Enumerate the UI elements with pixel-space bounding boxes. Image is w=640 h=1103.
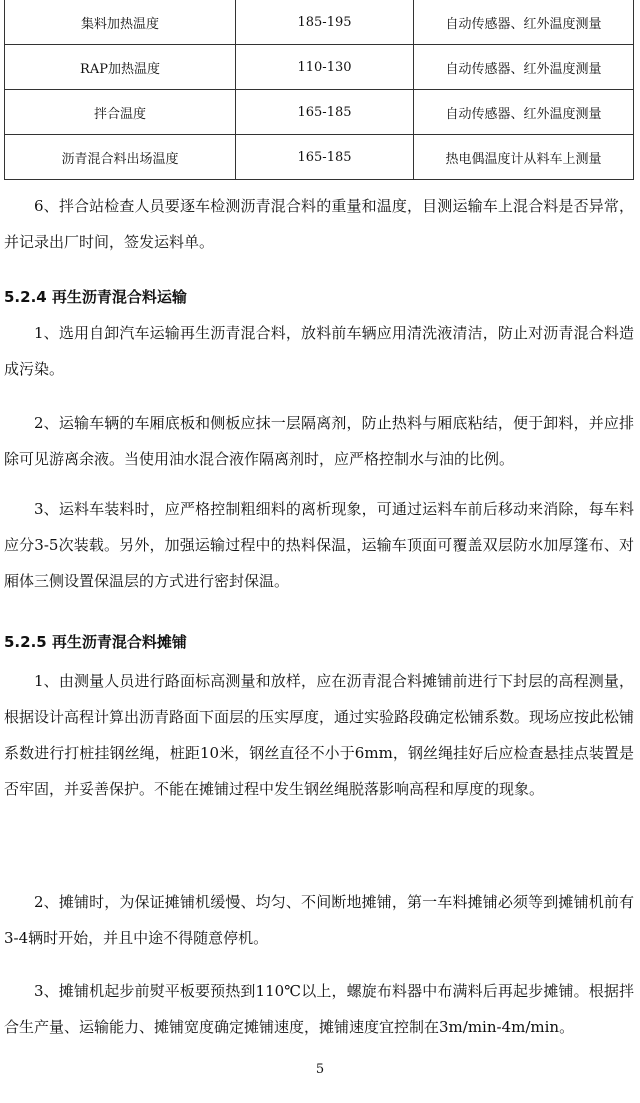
table-row — [5, 90, 634, 135]
table-cell: 165-185 — [236, 135, 414, 180]
table-cell: 拌合温度 — [5, 90, 236, 135]
table-cell: 自动传感器、红外温度测量 — [414, 45, 634, 90]
table-cell: 110-130 — [236, 45, 414, 90]
paragraph-5-2-5-2: 2、摊铺时，为保证摊铺机缓慢、均匀、不间断地摊铺，第一车料摊铺必须等到摊铺机前有3-4辆时开始，并且中途不得随意停机。 — [4, 893, 634, 947]
table-cell: 自动传感器、红外温度测量 — [414, 0, 634, 45]
paragraph-6: 6、拌合站检查人员要逐车检测沥青混合料的重量和温度，目测运输车上混合料是否异常，并记录出厂时间，签发运料单。 — [4, 197, 634, 251]
paragraph-5-2-5-3: 3、摊铺机起步前熨平板要预热到110℃以上，螺旋布料器中布满料后再起步摊铺。根据拌合生产量、运输能力、摊铺宽度确定摊铺速度，摊铺速度宜控制在3m/min-4m/min。 — [4, 982, 634, 1036]
paragraph-5-2-5-1: 1、由测量人员进行路面标高测量和放样，应在沥青混合料摊铺前进行下封层的高程测量，根据设计高程计算出沥青路面下面层的压实厚度，通过实验路段确定松铺系数。现场应按此松铺系数进行打桩挂钢丝绳，桩距10米，钢丝直径不小于6mm，钢丝绳挂好后应检查悬挂点装置是否牢固，并妥善保护。不能在摊铺过程中发生钢丝绳脱落影响高程和厚度的现象。 — [4, 672, 635, 798]
table-cell: 自动传感器、红外温度测量 — [414, 90, 634, 135]
paragraph-5-2-4-2: 2、运输车辆的车厢底板和侧板应抹一层隔离剂，防止热料与厢底粘结，便于卸料，并应排除可见游离余液。当使用油水混合液作隔离剂时，应严格控制水与油的比例。 — [4, 414, 634, 468]
table-row — [5, 135, 634, 180]
table-cell: 185-195 — [236, 0, 414, 45]
paragraph-5-2-4-3: 3、运料车装料时，应严格控制粗细料的离析现象，可通过运料车前后移动来消除，每车料应分3-5次装载。另外，加强运输过程中的热料保温，运输车顶面可覆盖双层防水加厚篷布、对厢体三侧设置保温层的方式进行密封保温。 — [4, 500, 634, 590]
temperature-table — [4, 0, 634, 180]
section-heading-5-2-4: 5.2.4 再生沥青混合料运输 — [4, 288, 187, 306]
table-cell: 沥青混合料出场温度 — [5, 135, 236, 180]
table-cell: 165-185 — [236, 90, 414, 135]
table-cell: 热电偶温度计从料车上测量 — [414, 135, 634, 180]
section-heading-5-2-5: 5.2.5 再生沥青混合料摊铺 — [4, 633, 187, 651]
page-number: 5 — [315, 1062, 325, 1077]
table-cell: 集料加热温度 — [5, 0, 236, 45]
table-row — [5, 0, 634, 45]
paragraph-5-2-4-1: 1、选用自卸汽车运输再生沥青混合料，放料前车辆应用清洗液清洁，防止对沥青混合料造成污染。 — [4, 324, 634, 378]
table-cell: RAP加热温度 — [5, 45, 236, 90]
table-row — [5, 45, 634, 90]
